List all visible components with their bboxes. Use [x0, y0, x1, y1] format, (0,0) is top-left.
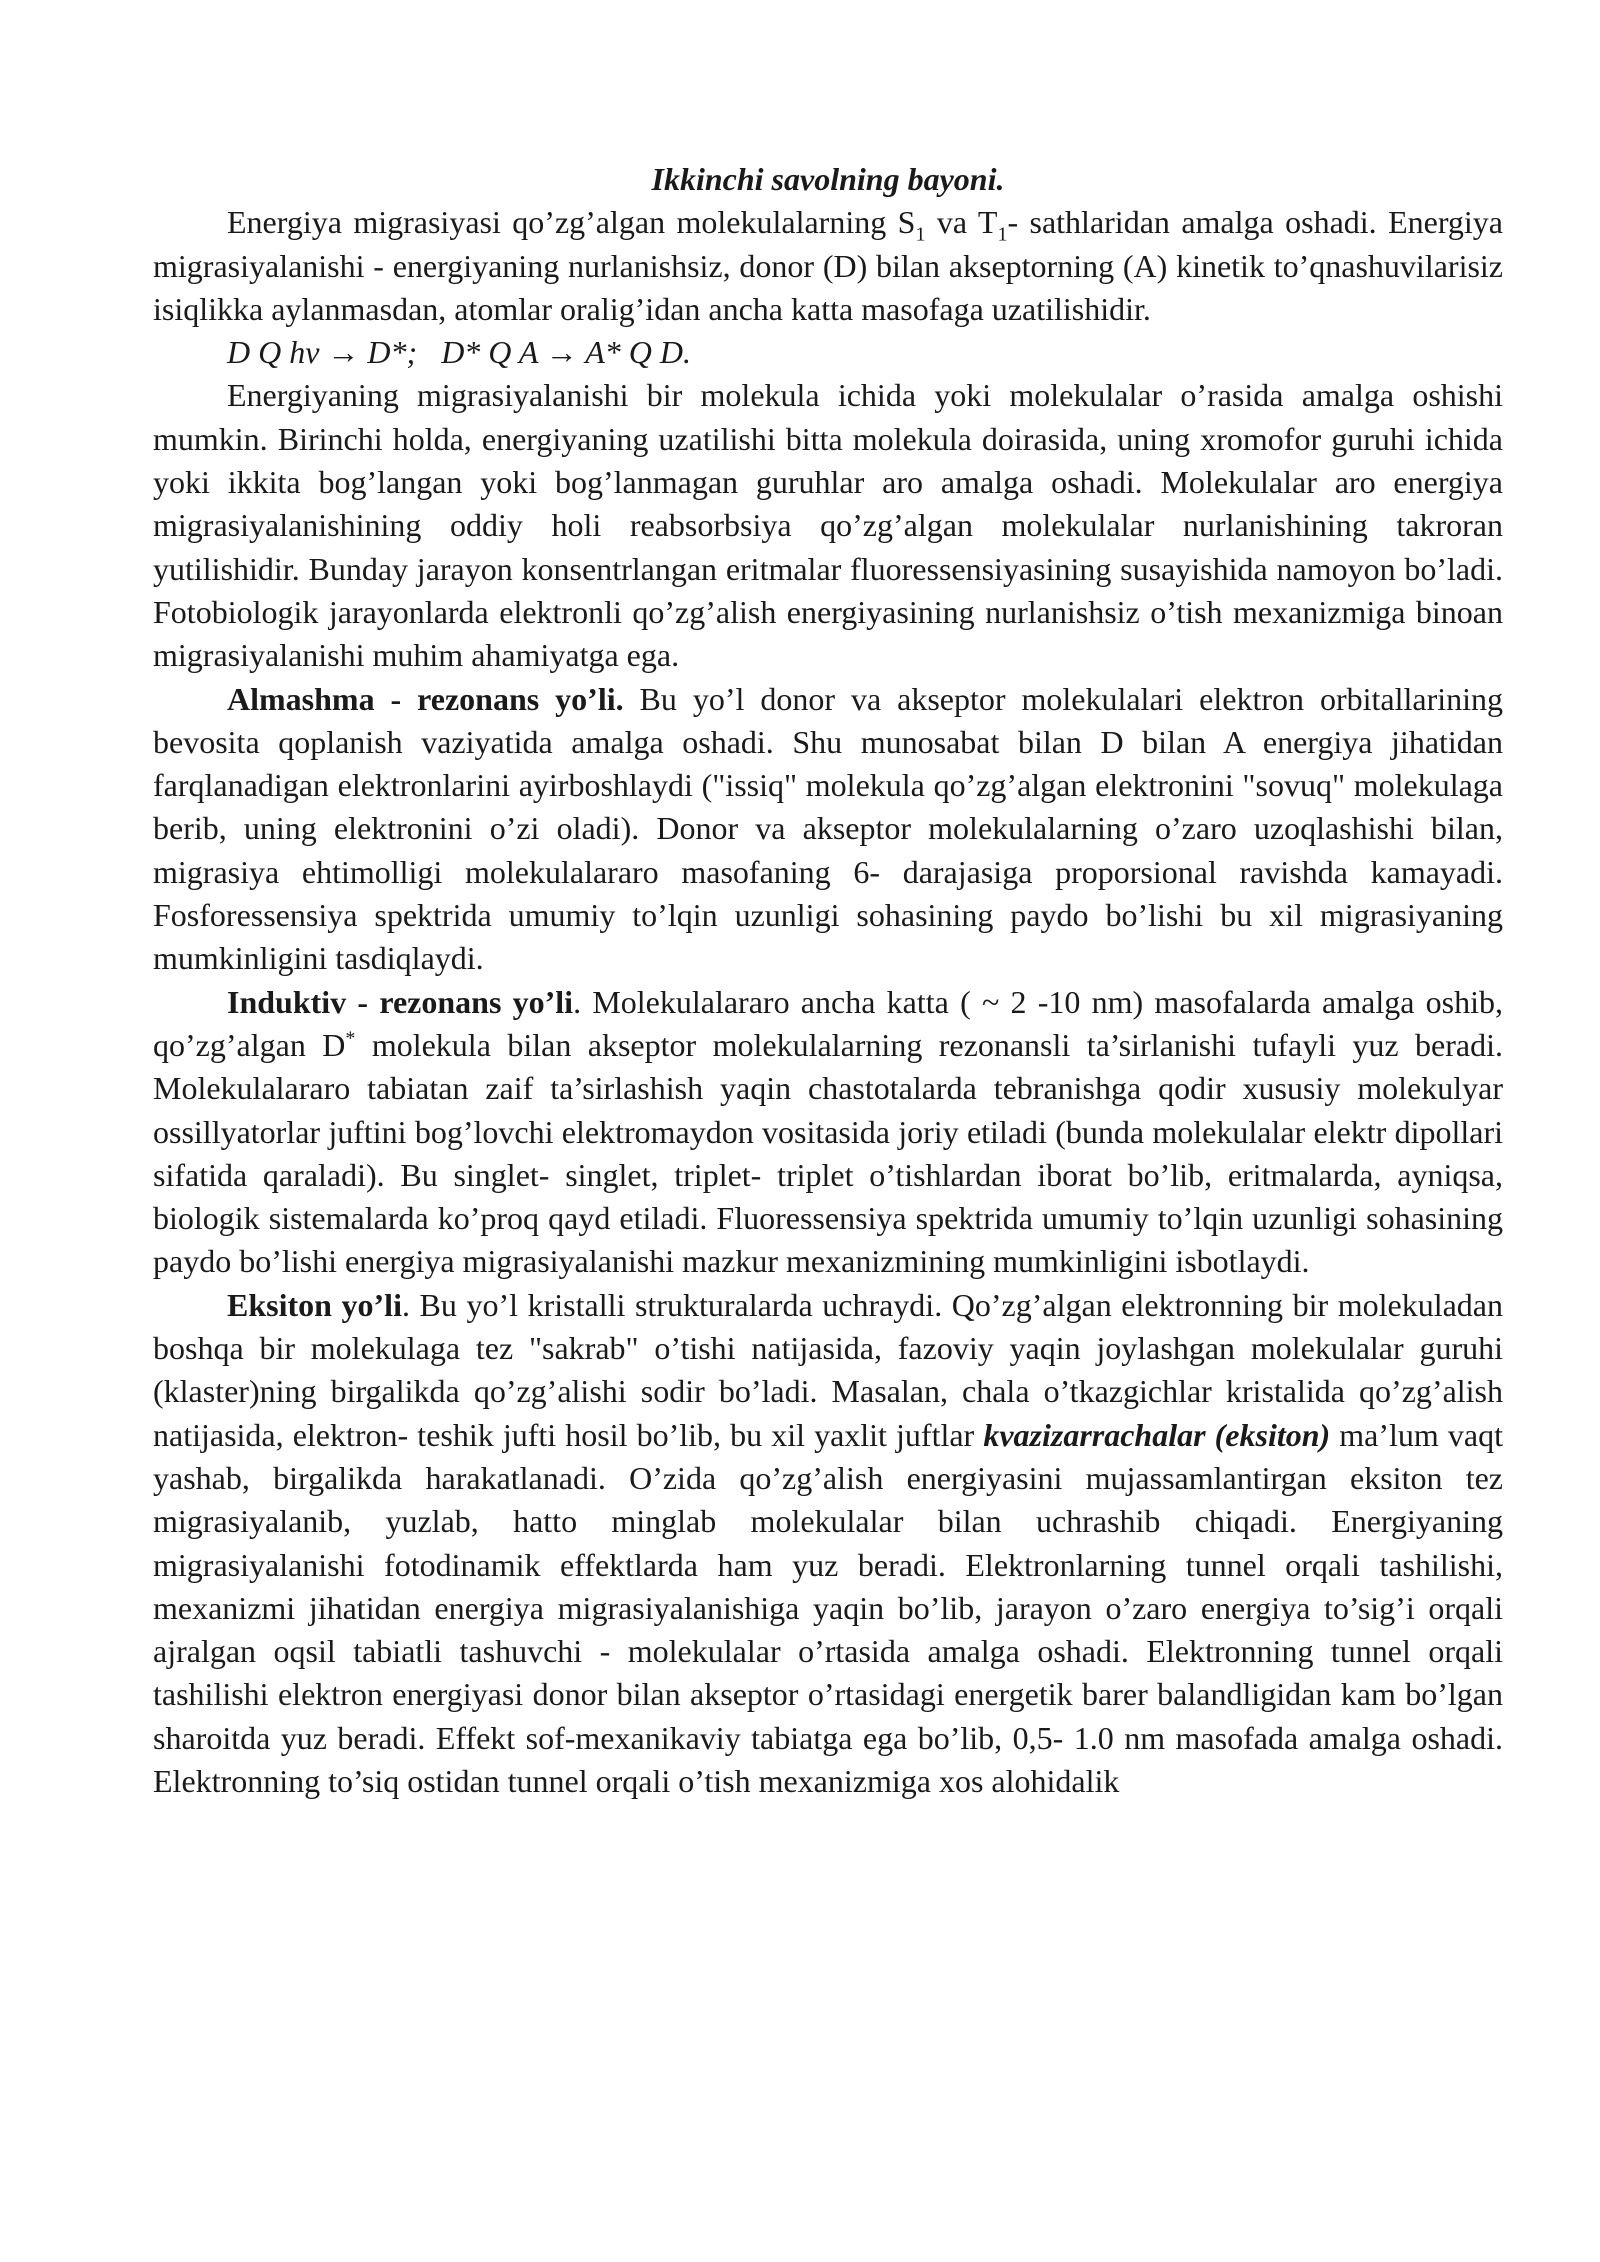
paragraph-text: molekula bilan akseptor molekulalarning rezonansli ta’sirlanishi tufayli yuz beradi. Molekulalararo tabiatan zaif ta’sirlashish yaqin chastotalarda tebranishga qodir xususiy molekulyar ossillyatorlar juftini bog’lovchi elektromaydon vositasida joriy etiladi (bunda molekulalar elektr dipollari sifatida qaraladi). Bu singlet- singlet, triplet- triplet o’tishlardan iborat bo’lib, eritmalarda, ayniqsa, biologik sistemalarda ko’proq qayd etiladi. Fluoressensiya spektrida umumiy to’lqin uzunligi sohasining paydo bo’lishi energiya migrasiyalanishi mazkur mexanizmining mumkinligini isbotlaydi.	[153, 1026, 1504, 1280]
paragraph-text: . Bu yo’l kristalli strukturalarda uchraydi. Qo’zg’algan elektronning bir molekuladan boshqa bir molekulaga tez "sakrab" o’tishi natijasida, fazoviy yaqin joylashgan molekulalar guruhi (klaster)ning birgalikda qo’zg’alishi sodir bo’ladi. Masalan, chala o’tkazgichlar kristalida qo’zg’alish natijasida, elektron- teshik jufti hosil bo’lib, bu xil yaxlit juftlar	[153, 1286, 1504, 1453]
section-title: Ikkinchi savolning bayoni.	[651, 161, 1005, 197]
reaction-formula: D Q hν → D*; D* Q A → A* Q D.	[227, 334, 691, 371]
superscript: *	[345, 1027, 356, 1050]
paragraph-exchange-resonance	[153, 678, 1503, 981]
subscript: 1	[915, 223, 926, 246]
paragraph-heading: Induktiv - rezonans yo’li	[227, 983, 574, 1020]
paragraph-heading: Eksiton yo’li	[227, 1286, 402, 1323]
paragraph-inductive-resonance	[153, 981, 1503, 1284]
emphasis-term: kvazizarrachalar (eksiton)	[983, 1416, 1331, 1453]
paragraph-text: Energiya migrasiyasi qo’zg’algan molekulalarning S	[227, 204, 916, 241]
paragraph-energy-migration	[153, 201, 1503, 331]
paragraph-text: va T	[925, 204, 998, 241]
paragraph-heading: Almashma - rezonans yo’li.	[227, 680, 624, 717]
document-page	[153, 158, 1503, 1803]
subscript: 1	[997, 223, 1008, 246]
paragraph-text: - sathlaridan amalga oshadi. Energiya migrasiyalanishi - energiyaning nurlanishsiz, donor (D) bilan akseptorning (A) kinetik to’qnashuvilarisiz isiqlikka aylanmasdan, atomlar oralig’idan ancha katta masofaga uzatilishidir.	[153, 204, 1503, 327]
paragraph-text: . Molekulalararo ancha katta ( ~ 2 -10 nm) masofalarda amalga oshib, qo’zg’algan D	[153, 983, 1504, 1063]
paragraph-text: Bu yo’l donor va akseptor molekulalari elektron orbitallarining bevosita qoplanish vaziyatida amalga oshadi. Shu munosabat bilan D bilan A energiya jihatidan farqlanadigan elektronlarini ayirboshlaydi ("issiq" molekula qo’zg’algan elektronini "sovuq" molekulaga berib, uning elektronini o’zi oladi). Donor va akseptor molekulalarning o’zaro uzoqlashishi bilan, migrasiya ehtimolligi molekulalararo masofaning 6- darajasiga proporsional ravishda kamayadi. Fosforessensiya spektrida umumiy to’lqin uzunligi sohasining paydo bo’lishi bu xil migrasiyaning mumkinligini tasdiqlaydi.	[153, 680, 1503, 977]
paragraph-text: ma’lum vaqt yashab, birgalikda harakatlanadi. O’zida qo’zg’alish energiyasini mujassamlantirgan eksiton tez migrasiyalanib, yuzlab, hatto minglab molekulalar bilan uchrashib chiqadi. Energiyaning migrasiyalanishi fotodinamik effektlarda ham yuz beradi. Elektronlarning tunnel orqali tashilishi, mexanizmi jihatidan energiya migrasiyalanishiga yaqin bo’lib, jarayon o’zaro energiya to’sig’i orqali ajralgan oqsil tabiatli tashuvchi - molekulalar o’rtasida amalga oshadi. Elektronning tunnel orqali tashilishi elektron energiyasi donor bilan akseptor o’rtasidagi energetik barer balandligidan kam bo’lgan sharoitda yuz beradi. Effekt sof-mexanikaviy tabiatga ega bo’lib, 0,5- 1.0 nm masofada amalga oshadi. Elektronning to’siq ostidan tunnel orqali o’tish mexanizmiga xos alohidalik	[153, 1416, 1504, 1799]
paragraph-migration-types: Energiyaning migrasiyalanishi bir molekula ichida yoki molekulalar o’rasida amalga oshishi mumkin. Birinchi holda, energiyaning uzatilishi bitta molekula doirasida, uning xromofor guruhi ichida yoki ikkita bog’langan yoki bog’lanmagan guruhlar aro amalga oshadi. Molekulalar aro energiya migrasiyalanishining oddiy holi reabsorbsiya qo’zg’algan molekulalar nurlanishining takroran yutilishidir. Bunday jarayon konsentrlangan eritmalar fluoressensiyasining susayishida namoyon bo’ladi. Fotobiologik jarayonlarda elektronli qo’zg’alish energiyasining nurlanishsiz o’tish mexanizmiga binoan migrasiyalanishi muhim ahamiyatga ega.	[153, 377, 1503, 674]
paragraph-exciton	[153, 1284, 1503, 1804]
